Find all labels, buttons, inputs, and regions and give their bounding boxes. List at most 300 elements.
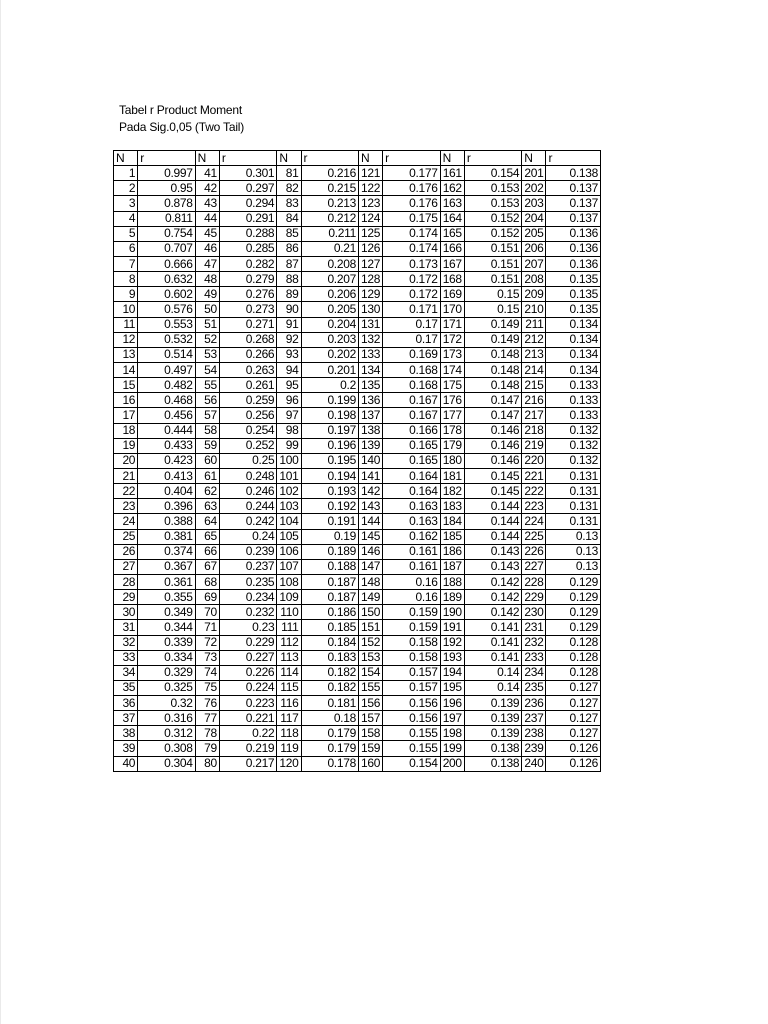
cell-r: 0.361 [138, 574, 195, 589]
cell-r: 0.226 [219, 665, 276, 680]
cell-n: 148 [358, 574, 382, 589]
cell-r: 0.224 [219, 680, 276, 695]
cell-n: 189 [440, 590, 464, 605]
cell-r: 0.152 [464, 226, 521, 241]
cell-r: 0.168 [383, 362, 440, 377]
cell-r: 0.239 [219, 544, 276, 559]
cell-n: 13 [114, 347, 138, 362]
cell-r: 0.143 [464, 559, 521, 574]
cell-r: 0.142 [464, 605, 521, 620]
cell-r: 0.2 [301, 378, 358, 393]
cell-r: 0.131 [546, 514, 601, 529]
cell-n: 238 [522, 726, 546, 741]
cell-n: 42 [195, 181, 219, 196]
cell-r: 0.159 [383, 605, 440, 620]
cell-r: 0.219 [219, 741, 276, 756]
table-row [114, 574, 601, 589]
cell-r: 0.132 [546, 453, 601, 468]
cell-r: 0.304 [138, 756, 195, 771]
cell-r: 0.174 [383, 226, 440, 241]
cell-n: 26 [114, 544, 138, 559]
cell-n: 152 [358, 635, 382, 650]
cell-n: 102 [277, 484, 301, 499]
cell-r: 0.24 [219, 529, 276, 544]
cell-r: 0.129 [546, 605, 601, 620]
cell-n: 186 [440, 544, 464, 559]
cell-r: 0.279 [219, 272, 276, 287]
column-header-n: N [114, 151, 138, 166]
cell-n: 103 [277, 499, 301, 514]
cell-r: 0.201 [301, 362, 358, 377]
cell-n: 28 [114, 574, 138, 589]
cell-n: 234 [522, 665, 546, 680]
cell-r: 0.15 [464, 287, 521, 302]
cell-r: 0.468 [138, 393, 195, 408]
cell-r: 0.374 [138, 544, 195, 559]
cell-n: 92 [277, 332, 301, 347]
column-header-r: r [383, 151, 440, 166]
cell-n: 112 [277, 635, 301, 650]
cell-n: 140 [358, 453, 382, 468]
cell-n: 208 [522, 272, 546, 287]
cell-n: 151 [358, 620, 382, 635]
cell-r: 0.133 [546, 408, 601, 423]
cell-r: 0.165 [383, 453, 440, 468]
cell-r: 0.208 [301, 256, 358, 271]
cell-n: 229 [522, 590, 546, 605]
cell-n: 22 [114, 484, 138, 499]
cell-r: 0.202 [301, 347, 358, 362]
cell-n: 201 [522, 166, 546, 181]
cell-n: 184 [440, 514, 464, 529]
cell-n: 149 [358, 590, 382, 605]
cell-n: 108 [277, 574, 301, 589]
cell-n: 139 [358, 438, 382, 453]
cell-n: 236 [522, 696, 546, 711]
cell-n: 113 [277, 650, 301, 665]
cell-r: 0.137 [546, 196, 601, 211]
cell-r: 0.191 [301, 514, 358, 529]
cell-n: 123 [358, 196, 382, 211]
cell-n: 90 [277, 302, 301, 317]
cell-r: 0.148 [464, 362, 521, 377]
cell-n: 105 [277, 529, 301, 544]
cell-r: 0.128 [546, 665, 601, 680]
cell-r: 0.632 [138, 272, 195, 287]
cell-r: 0.482 [138, 378, 195, 393]
cell-n: 70 [195, 605, 219, 620]
cell-n: 202 [522, 181, 546, 196]
cell-r: 0.14 [464, 665, 521, 680]
cell-n: 125 [358, 226, 382, 241]
cell-r: 0.198 [301, 408, 358, 423]
cell-r: 0.187 [301, 590, 358, 605]
cell-r: 0.149 [464, 332, 521, 347]
cell-r: 0.355 [138, 590, 195, 605]
cell-r: 0.388 [138, 514, 195, 529]
cell-r: 0.132 [546, 438, 601, 453]
cell-r: 0.154 [464, 166, 521, 181]
cell-n: 130 [358, 302, 382, 317]
cell-n: 41 [195, 166, 219, 181]
cell-n: 5 [114, 226, 138, 241]
cell-n: 16 [114, 393, 138, 408]
cell-r: 0.213 [301, 196, 358, 211]
cell-r: 0.185 [301, 620, 358, 635]
cell-r: 0.301 [219, 166, 276, 181]
cell-r: 0.242 [219, 514, 276, 529]
cell-n: 181 [440, 468, 464, 483]
table-row [114, 181, 601, 196]
cell-n: 62 [195, 484, 219, 499]
cell-r: 0.144 [464, 529, 521, 544]
cell-n: 200 [440, 756, 464, 771]
cell-n: 2 [114, 181, 138, 196]
document-title: Tabel r Product Moment [119, 103, 242, 117]
cell-r: 0.137 [546, 211, 601, 226]
cell-n: 104 [277, 514, 301, 529]
table-row [114, 347, 601, 362]
table-row [114, 726, 601, 741]
cell-r: 0.193 [301, 484, 358, 499]
cell-n: 239 [522, 741, 546, 756]
cell-r: 0.514 [138, 347, 195, 362]
column-header-n: N [522, 151, 546, 166]
cell-n: 157 [358, 711, 382, 726]
cell-n: 172 [440, 332, 464, 347]
cell-r: 0.256 [219, 408, 276, 423]
cell-n: 71 [195, 620, 219, 635]
cell-r: 0.135 [546, 272, 601, 287]
cell-r: 0.136 [546, 241, 601, 256]
cell-n: 132 [358, 332, 382, 347]
cell-n: 204 [522, 211, 546, 226]
cell-n: 180 [440, 453, 464, 468]
cell-n: 78 [195, 726, 219, 741]
cell-n: 31 [114, 620, 138, 635]
cell-r: 0.232 [219, 605, 276, 620]
cell-n: 72 [195, 635, 219, 650]
cell-n: 213 [522, 347, 546, 362]
cell-r: 0.184 [301, 635, 358, 650]
cell-r: 0.128 [546, 635, 601, 650]
cell-r: 0.207 [301, 272, 358, 287]
cell-n: 182 [440, 484, 464, 499]
cell-n: 218 [522, 423, 546, 438]
document-title-block [119, 102, 244, 136]
cell-n: 87 [277, 256, 301, 271]
cell-r: 0.167 [383, 393, 440, 408]
cell-r: 0.181 [301, 696, 358, 711]
cell-r: 0.153 [464, 181, 521, 196]
cell-n: 14 [114, 362, 138, 377]
cell-r: 0.176 [383, 196, 440, 211]
cell-r: 0.248 [219, 468, 276, 483]
cell-r: 0.16 [383, 590, 440, 605]
cell-r: 0.215 [301, 181, 358, 196]
cell-r: 0.13 [546, 544, 601, 559]
table-row [114, 711, 601, 726]
cell-r: 0.146 [464, 423, 521, 438]
cell-n: 66 [195, 544, 219, 559]
table-row [114, 696, 601, 711]
column-header-r: r [464, 151, 521, 166]
cell-r: 0.707 [138, 241, 195, 256]
cell-n: 155 [358, 680, 382, 695]
cell-r: 0.147 [464, 393, 521, 408]
cell-r: 0.997 [138, 166, 195, 181]
cell-r: 0.217 [219, 756, 276, 771]
cell-r: 0.146 [464, 453, 521, 468]
cell-n: 237 [522, 711, 546, 726]
cell-r: 0.433 [138, 438, 195, 453]
cell-r: 0.252 [219, 438, 276, 453]
cell-r: 0.147 [464, 408, 521, 423]
cell-n: 211 [522, 317, 546, 332]
cell-n: 33 [114, 650, 138, 665]
cell-n: 138 [358, 423, 382, 438]
cell-r: 0.17 [383, 332, 440, 347]
cell-n: 126 [358, 241, 382, 256]
table-row [114, 605, 601, 620]
cell-r: 0.145 [464, 484, 521, 499]
cell-r: 0.189 [301, 544, 358, 559]
cell-n: 75 [195, 680, 219, 695]
cell-r: 0.177 [383, 166, 440, 181]
cell-n: 194 [440, 665, 464, 680]
cell-r: 0.155 [383, 741, 440, 756]
cell-r: 0.143 [464, 544, 521, 559]
cell-n: 161 [440, 166, 464, 181]
document-subtitle: Pada Sig.0,05 (Two Tail) [119, 120, 245, 134]
cell-n: 233 [522, 650, 546, 665]
cell-n: 179 [440, 438, 464, 453]
cell-n: 95 [277, 378, 301, 393]
cell-n: 216 [522, 393, 546, 408]
cell-r: 0.211 [301, 226, 358, 241]
cell-n: 111 [277, 620, 301, 635]
cell-r: 0.532 [138, 332, 195, 347]
cell-r: 0.325 [138, 680, 195, 695]
cell-n: 38 [114, 726, 138, 741]
cell-n: 17 [114, 408, 138, 423]
cell-n: 99 [277, 438, 301, 453]
cell-n: 169 [440, 287, 464, 302]
cell-n: 240 [522, 756, 546, 771]
cell-n: 183 [440, 499, 464, 514]
column-header-r: r [138, 151, 195, 166]
table-row [114, 226, 601, 241]
cell-n: 53 [195, 347, 219, 362]
cell-n: 197 [440, 711, 464, 726]
cell-n: 134 [358, 362, 382, 377]
cell-r: 0.134 [546, 332, 601, 347]
cell-r: 0.128 [546, 650, 601, 665]
cell-r: 0.329 [138, 665, 195, 680]
table-row [114, 362, 601, 377]
cell-n: 48 [195, 272, 219, 287]
cell-r: 0.32 [138, 696, 195, 711]
cell-r: 0.497 [138, 362, 195, 377]
cell-n: 29 [114, 590, 138, 605]
cell-n: 68 [195, 574, 219, 589]
cell-n: 80 [195, 756, 219, 771]
cell-n: 69 [195, 590, 219, 605]
cell-r: 0.151 [464, 241, 521, 256]
cell-r: 0.156 [383, 711, 440, 726]
cell-n: 93 [277, 347, 301, 362]
cell-n: 225 [522, 529, 546, 544]
cell-n: 226 [522, 544, 546, 559]
cell-n: 146 [358, 544, 382, 559]
cell-r: 0.22 [219, 726, 276, 741]
cell-n: 159 [358, 741, 382, 756]
table-row [114, 468, 601, 483]
cell-r: 0.18 [301, 711, 358, 726]
cell-n: 50 [195, 302, 219, 317]
cell-n: 228 [522, 574, 546, 589]
cell-r: 0.138 [464, 741, 521, 756]
cell-n: 164 [440, 211, 464, 226]
cell-n: 46 [195, 241, 219, 256]
cell-n: 192 [440, 635, 464, 650]
cell-r: 0.23 [219, 620, 276, 635]
cell-n: 235 [522, 680, 546, 695]
cell-n: 203 [522, 196, 546, 211]
cell-n: 117 [277, 711, 301, 726]
cell-n: 191 [440, 620, 464, 635]
cell-n: 116 [277, 696, 301, 711]
table-row [114, 559, 601, 574]
cell-n: 115 [277, 680, 301, 695]
cell-r: 0.197 [301, 423, 358, 438]
cell-r: 0.254 [219, 423, 276, 438]
cell-n: 135 [358, 378, 382, 393]
cell-r: 0.148 [464, 347, 521, 362]
cell-n: 212 [522, 332, 546, 347]
cell-r: 0.173 [383, 256, 440, 271]
cell-r: 0.666 [138, 256, 195, 271]
cell-r: 0.137 [546, 181, 601, 196]
cell-n: 45 [195, 226, 219, 241]
cell-r: 0.134 [546, 362, 601, 377]
cell-n: 188 [440, 574, 464, 589]
cell-r: 0.203 [301, 332, 358, 347]
cell-r: 0.576 [138, 302, 195, 317]
cell-r: 0.163 [383, 499, 440, 514]
table-row [114, 408, 601, 423]
cell-n: 30 [114, 605, 138, 620]
cell-n: 222 [522, 484, 546, 499]
cell-r: 0.133 [546, 378, 601, 393]
cell-n: 51 [195, 317, 219, 332]
cell-r: 0.553 [138, 317, 195, 332]
cell-n: 176 [440, 393, 464, 408]
cell-r: 0.174 [383, 241, 440, 256]
cell-r: 0.456 [138, 408, 195, 423]
cell-n: 133 [358, 347, 382, 362]
table-row [114, 453, 601, 468]
cell-n: 165 [440, 226, 464, 241]
cell-n: 147 [358, 559, 382, 574]
cell-r: 0.172 [383, 287, 440, 302]
cell-n: 74 [195, 665, 219, 680]
cell-n: 114 [277, 665, 301, 680]
cell-n: 120 [277, 756, 301, 771]
cell-n: 224 [522, 514, 546, 529]
cell-n: 122 [358, 181, 382, 196]
cell-r: 0.145 [464, 468, 521, 483]
cell-r: 0.136 [546, 226, 601, 241]
cell-r: 0.288 [219, 226, 276, 241]
table-row [114, 378, 601, 393]
cell-n: 65 [195, 529, 219, 544]
cell-n: 131 [358, 317, 382, 332]
cell-r: 0.151 [464, 272, 521, 287]
cell-n: 171 [440, 317, 464, 332]
cell-n: 76 [195, 696, 219, 711]
table-header-row [114, 151, 601, 166]
cell-n: 227 [522, 559, 546, 574]
cell-r: 0.151 [464, 256, 521, 271]
cell-n: 143 [358, 499, 382, 514]
cell-r: 0.268 [219, 332, 276, 347]
cell-n: 25 [114, 529, 138, 544]
cell-n: 56 [195, 393, 219, 408]
cell-r: 0.276 [219, 287, 276, 302]
table-row [114, 438, 601, 453]
cell-n: 220 [522, 453, 546, 468]
cell-n: 101 [277, 468, 301, 483]
column-header-n: N [277, 151, 301, 166]
cell-r: 0.134 [546, 347, 601, 362]
cell-r: 0.172 [383, 272, 440, 287]
cell-n: 178 [440, 423, 464, 438]
table-row [114, 317, 601, 332]
cell-r: 0.171 [383, 302, 440, 317]
table-row [114, 544, 601, 559]
cell-r: 0.157 [383, 665, 440, 680]
cell-n: 207 [522, 256, 546, 271]
cell-n: 64 [195, 514, 219, 529]
cell-r: 0.229 [219, 635, 276, 650]
cell-r: 0.135 [546, 287, 601, 302]
cell-r: 0.132 [546, 423, 601, 438]
cell-n: 85 [277, 226, 301, 241]
table-row [114, 272, 601, 287]
table-row [114, 166, 601, 181]
cell-r: 0.161 [383, 559, 440, 574]
cell-n: 153 [358, 650, 382, 665]
cell-r: 0.152 [464, 211, 521, 226]
cell-n: 193 [440, 650, 464, 665]
cell-n: 8 [114, 272, 138, 287]
cell-r: 0.127 [546, 711, 601, 726]
cell-n: 110 [277, 605, 301, 620]
cell-n: 27 [114, 559, 138, 574]
table-row [114, 665, 601, 680]
cell-r: 0.165 [383, 438, 440, 453]
cell-r: 0.127 [546, 696, 601, 711]
table-row [114, 241, 601, 256]
cell-n: 82 [277, 181, 301, 196]
cell-n: 15 [114, 378, 138, 393]
cell-n: 37 [114, 711, 138, 726]
cell-r: 0.164 [383, 468, 440, 483]
cell-r: 0.159 [383, 620, 440, 635]
cell-r: 0.271 [219, 317, 276, 332]
cell-n: 23 [114, 499, 138, 514]
